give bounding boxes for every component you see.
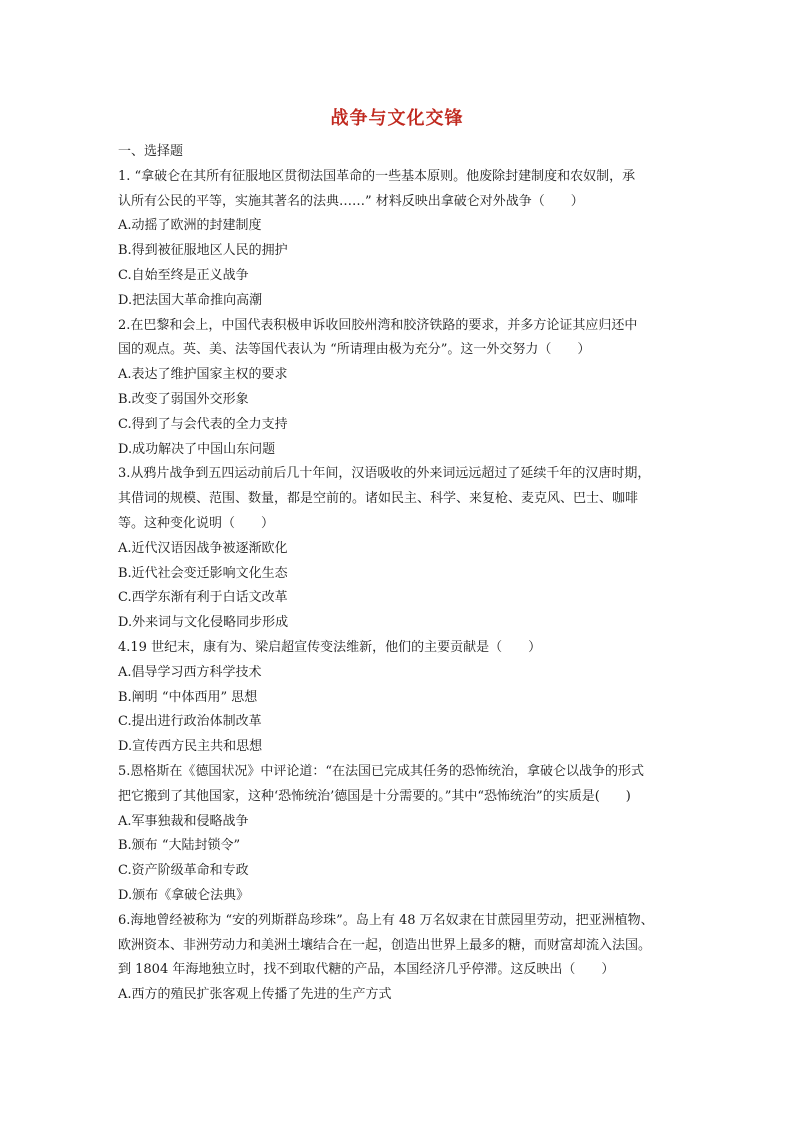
question-text-line: 认所有公民的平等，实施其著名的法典……” 材料反映出拿破仑对外战争（ ）: [118, 193, 584, 209]
question-text-line: 把它搬到了其他国家，这种‘恐怖统治’德国是十分需要的。”其中“恐怖统治”的实质是( ): [118, 788, 631, 804]
option-b: B.阐明 “中体西用” 思想: [118, 689, 258, 705]
document-title: 战争与文化交锋: [330, 108, 464, 129]
question-1: [118, 165, 678, 314]
question-text-line: 3.从鸦片战争到五四运动前后几十年间，汉语吸收的外来词远远超过了延续千年的汉唐时期，: [118, 466, 651, 482]
option-a: A.表达了维护国家主权的要求: [118, 367, 288, 383]
question-text-line: 2.在巴黎和会上，中国代表积极申诉收回胶州湾和胶济铁路的要求，并多方论证其应归还中: [118, 317, 638, 333]
question-text-line: 其借词的规模、范围、数量，都是空前的。诸如民主、科学、来复枪、麦克风、巴士、咖啡: [118, 491, 639, 507]
question-text-line: 5.恩格斯在《德国状况》中评论道：“在法国已完成其任务的恐怖统治，拿破仑以战争的形式: [118, 763, 645, 779]
question-text-line: 6.海地曾经被称为 “安的列斯群岛珍珠”。岛上有 48 万名奴隶在甘蔗园里劳动，把亚洲植物、: [118, 912, 654, 928]
option-a: A.军事独裁和侵略战争: [118, 813, 249, 829]
option-c: C.得到了与会代表的全力支持: [118, 416, 288, 432]
option-d: D.外来词与文化侵略同步形成: [118, 615, 289, 631]
question-text-line: 国的观点。英、美、法等国代表认为 “所请理由极为充分”。这一外交努力（ ）: [118, 342, 591, 358]
option-b: B.改变了弱国外交形象: [118, 391, 249, 407]
option-b: B.得到被征服地区人民的拥护: [118, 243, 288, 259]
option-a: A.动摇了欧洲的封建制度: [118, 218, 262, 234]
option-d: D.把法国大革命推向高潮: [118, 292, 263, 308]
document-body: [118, 140, 678, 1008]
question-text-line: 欧洲资本、非洲劳动力和美洲土壤结合在一起，创造出世界上最多的糖，而财富却流入法国。: [118, 937, 652, 953]
question-text-line: 到 1804 年海地独立时，找不到取代糖的产品，本国经济几乎停滞。这反映出（ ）: [118, 962, 615, 978]
question-6: [118, 909, 678, 1008]
option-b: B.近代社会变迁影响文化生态: [118, 565, 288, 581]
option-c: C.提出进行政治体制改革: [118, 714, 262, 730]
option-b: B.颁布 “大陆封锁令”: [118, 838, 241, 854]
question-text-line: 1. “拿破仑在其所有征服地区贯彻法国革命的一些基本原则。他废除封建制度和农奴制，承: [118, 168, 636, 184]
question-2: [118, 314, 678, 463]
question-4: [118, 636, 678, 760]
option-c: C.自始至终是正义战争: [118, 267, 249, 283]
section-heading: 一、选择题: [118, 144, 184, 159]
option-a: A.西方的殖民扩张客观上传播了先进的生产方式: [118, 987, 392, 1003]
option-d: D.成功解决了中国山东问题: [118, 441, 276, 457]
option-a: A.近代汉语因战争被逐渐欧化: [118, 540, 288, 556]
option-c: C.资产阶级革命和专政: [118, 863, 249, 879]
question-text-line: 等。这种变化说明（ ）: [118, 515, 275, 531]
option-d: D.宣传西方民主共和思想: [118, 739, 263, 755]
option-d: D.颁布《拿破仑法典》: [118, 887, 250, 903]
option-a: A.倡导学习西方科学技术: [118, 664, 262, 680]
option-c: C.西学东渐有利于白话文改革: [118, 590, 288, 606]
question-5: [118, 760, 678, 909]
question-text-line: 4.19 世纪末，康有为、梁启超宣传变法维新，他们的主要贡献是（ ）: [118, 639, 542, 655]
question-3: [118, 462, 678, 636]
